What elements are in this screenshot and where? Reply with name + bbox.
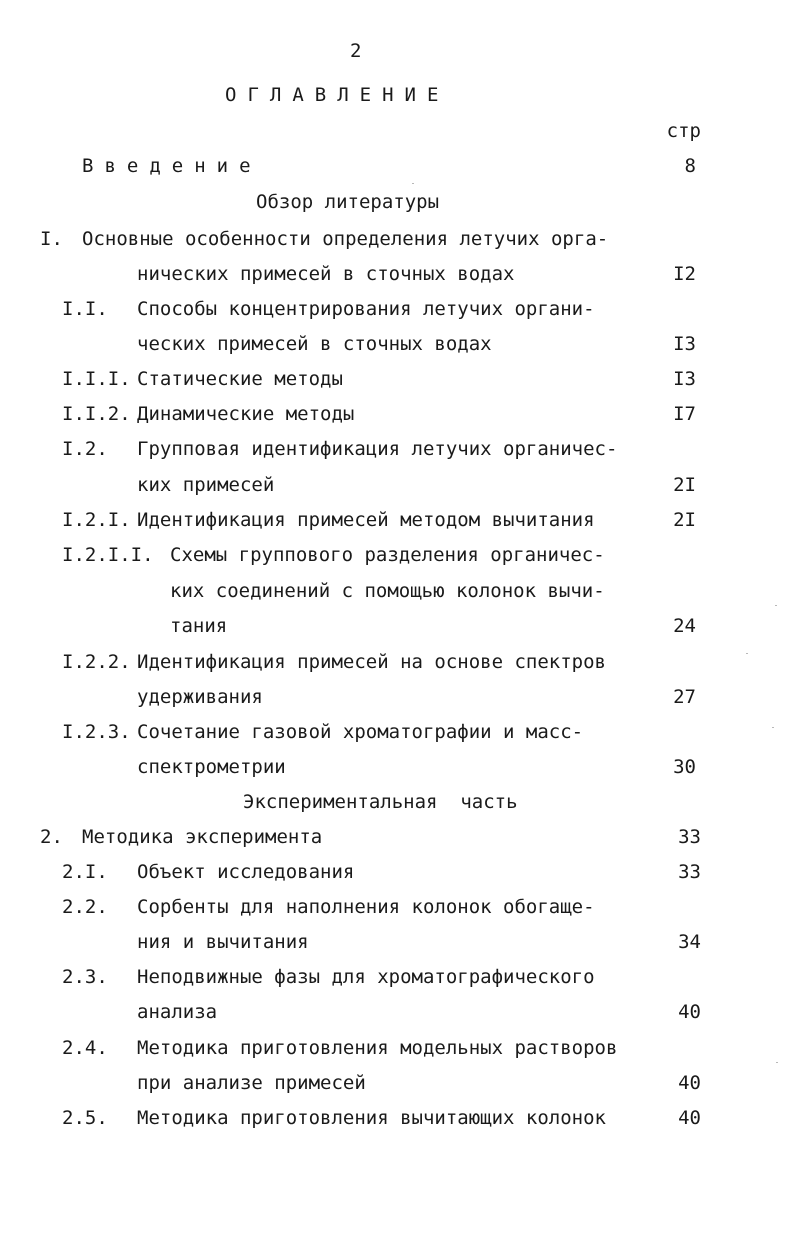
entry-page: 33 — [678, 861, 701, 883]
entry-text-line: тания — [170, 615, 228, 637]
page-number: 2 — [350, 40, 362, 62]
entry-page: 2I — [673, 474, 696, 496]
entry-page: I7 — [673, 403, 696, 425]
entry-text-line: Динамические методы — [137, 403, 355, 425]
scan-speck — [412, 183, 414, 184]
entry-text-line: Неподвижные фазы для хроматографического — [137, 966, 595, 988]
entry-number: 2.I. — [62, 861, 108, 883]
entry-number: I.I. — [62, 298, 108, 320]
pages-column-label: стр — [666, 120, 701, 142]
entry-text-line: при анализе примесей — [137, 1072, 366, 1094]
entry-text-line: Сорбенты для наполнения колонок обогаще- — [137, 896, 595, 918]
entry-text-line: нических примесей в сточных водах — [137, 263, 515, 285]
intro-label: Введение — [82, 155, 262, 177]
scan-speck — [775, 605, 777, 606]
entry-text-line: удерживания — [137, 686, 263, 708]
entry-text-line: спектрометрии — [137, 756, 286, 778]
entry-page: 34 — [678, 931, 701, 953]
entry-number: I.2.2. — [62, 651, 131, 673]
entry-page: 27 — [673, 686, 696, 708]
scan-speck — [776, 1062, 778, 1063]
entry-text-line: Групповая идентификация летучих органичес- — [137, 438, 618, 460]
entry-number: I.I.I. — [62, 368, 131, 390]
scan-speck — [746, 653, 748, 654]
entry-page: 40 — [678, 1107, 701, 1129]
entry-text-line: ния и вычитания — [137, 931, 309, 953]
entry-text-line: Сочетание газовой хроматографии и масс- — [137, 721, 584, 743]
entry-number: I.2.3. — [62, 721, 131, 743]
section-heading-review: Обзор литературы — [256, 191, 440, 213]
entry-page: 33 — [678, 826, 701, 848]
entry-number: I.I.2. — [62, 403, 131, 425]
intro-page: 8 — [684, 155, 696, 177]
entry-text-line: анализа — [137, 1001, 218, 1023]
entry-number: I.2.I. — [62, 509, 131, 531]
entry-page: 40 — [678, 1072, 701, 1094]
entry-text-line: ких примесей — [137, 474, 275, 496]
entry-text-line: Основные особенности определения летучих орга- — [82, 228, 609, 250]
entry-number: I. — [40, 228, 63, 250]
entry-page: 40 — [678, 1001, 701, 1023]
entry-page: I3 — [673, 333, 696, 355]
entry-number: I.2. — [62, 438, 108, 460]
entry-text-line: Статические методы — [137, 368, 343, 390]
toc-heading: ОГЛАВЛЕНИЕ — [225, 84, 450, 106]
entry-text-line: ческих примесей в сточных водах — [137, 333, 492, 355]
entry-page: 24 — [673, 615, 696, 637]
section-heading-experimental: Экспериментальная часть — [243, 791, 518, 813]
entry-number: I.2.I.I. — [62, 544, 154, 566]
entry-text-line: Объект исследования — [137, 861, 355, 883]
entry-page: I3 — [673, 368, 696, 390]
entry-text-line: Методика эксперимента — [82, 826, 323, 848]
entry-text-line: Идентификация примесей на основе спектров — [137, 651, 606, 673]
entry-text-line: Методика приготовления модельных растворов — [137, 1037, 618, 1059]
entry-number: 2. — [40, 826, 63, 848]
scan-speck — [772, 727, 774, 728]
entry-page: I2 — [673, 263, 696, 285]
entry-number: 2.4. — [62, 1037, 108, 1059]
entry-text-line: ких соединений с помощью колонок вычи- — [170, 580, 605, 602]
entry-page: 2I — [673, 509, 696, 531]
entry-text-line: Идентификация примесей методом вычитания — [137, 509, 595, 531]
entry-text-line: Методика приготовления вычитающих колонок — [137, 1107, 606, 1129]
entry-text-line: Способы концентрирования летучих органи- — [137, 298, 595, 320]
entry-number: 2.2. — [62, 896, 108, 918]
entry-number: 2.5. — [62, 1107, 108, 1129]
entry-text-line: Схемы группового разделения органичес- — [170, 544, 605, 566]
entry-number: 2.3. — [62, 966, 108, 988]
entry-page: 30 — [673, 756, 696, 778]
